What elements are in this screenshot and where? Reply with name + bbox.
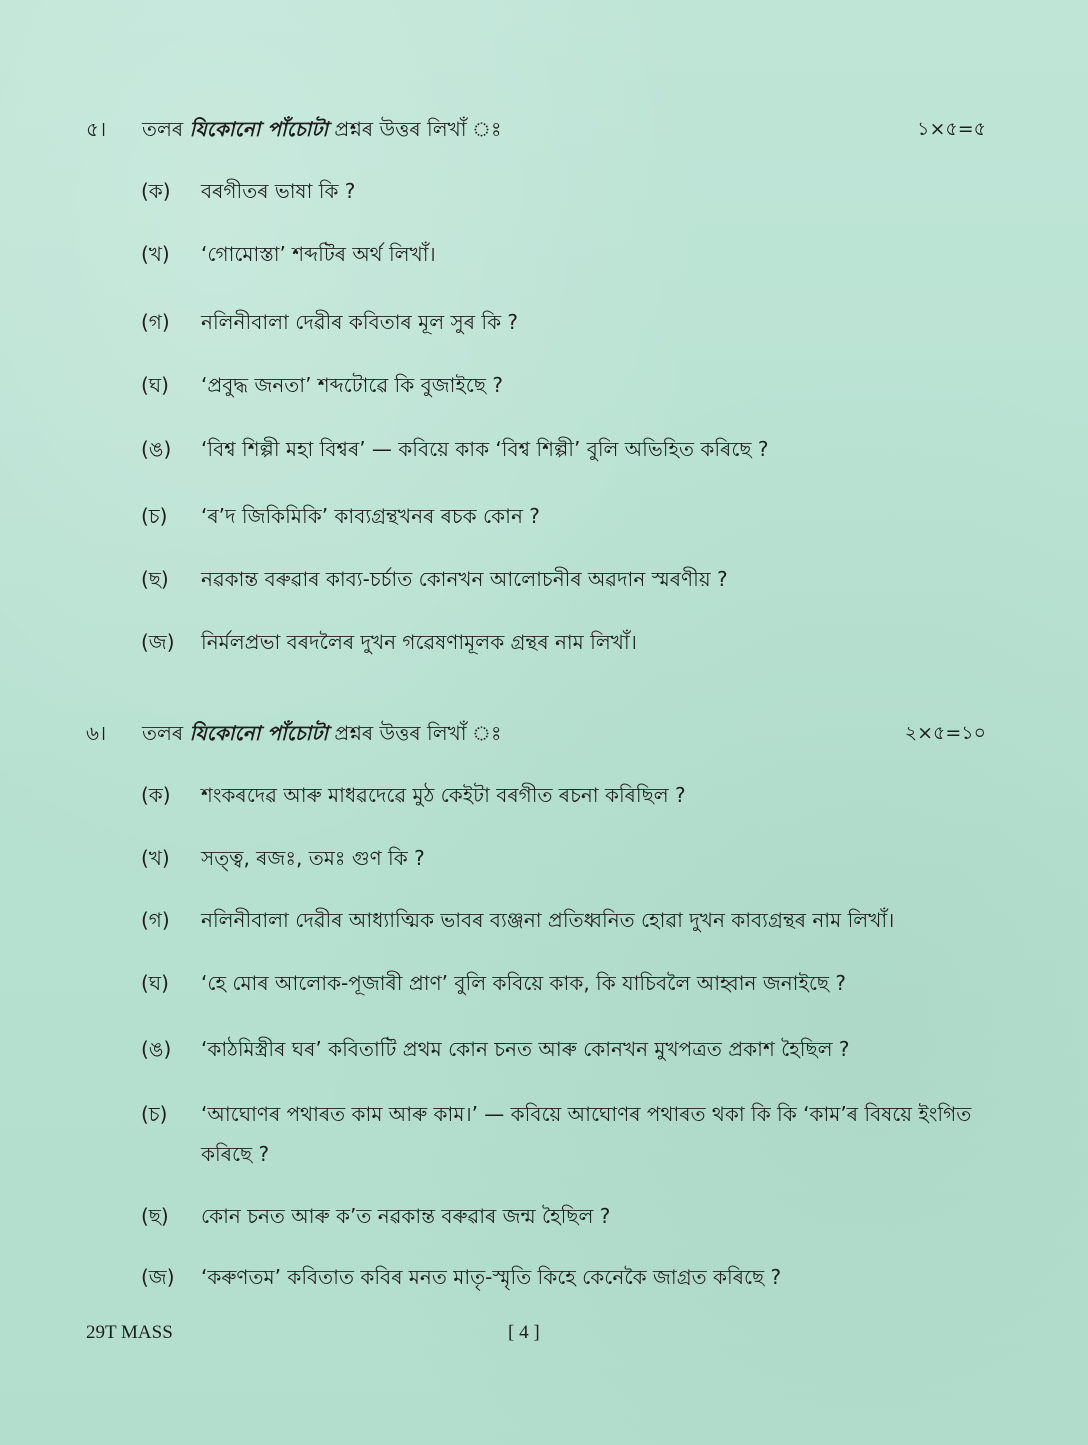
- item-text: ‘হে মোৰ আলোক-পূজাৰী প্ৰাণ’ বুলি কবিয়ে কাক, কি যাচিবলৈ আহ্বান জনাইছে ?: [201, 971, 846, 995]
- item-text: কোন চনত আৰু ক’ত নৱকান্ত বৰুৱাৰ জন্ম হৈছিল ?: [201, 1204, 611, 1228]
- item-label: (খ): [141, 846, 170, 870]
- question-number: ৬।: [86, 721, 107, 745]
- item-text: ‘ৰ’দ জিকিমিকি’ কাব্যগ্ৰন্থখনৰ ৰচক কোন ?: [201, 504, 540, 528]
- item-text: ‘প্ৰবুদ্ধ জনতা’ শব্দটোৱে কি বুজাইছে ?: [201, 373, 503, 397]
- item-text: সত্ত্ব, ৰজঃ, তমঃ গুণ কি ?: [201, 846, 425, 870]
- instruction-prefix: তলৰ: [142, 117, 184, 141]
- item-label: (ঙ): [141, 1037, 172, 1061]
- item-text: ‘বিশ্ব শিল্পী মহা বিশ্বৰ’ — কবিয়ে কাক ‘বিশ্ব শিল্পী’ বুলি অভিহিত কৰিছে ?: [201, 437, 769, 461]
- instruction-suffix: প্ৰশ্নৰ উত্তৰ লিখাঁ ঃ: [328, 721, 502, 745]
- question-5-heading: [86, 111, 986, 147]
- item-label: (গ): [141, 908, 170, 932]
- item-label: (চ): [141, 1102, 168, 1126]
- item-label: (ছ): [141, 567, 169, 591]
- instruction-suffix: প্ৰশ্নৰ উত্তৰ লিখাঁ ঃ: [328, 117, 502, 141]
- item-label: (ঘ): [141, 971, 169, 995]
- item-text: ‘কৰুণতম’ কবিতাত কবিৰ মনত মাতৃ-স্মৃতি কিহে কেনেকৈ জাগ্ৰত কৰিছে ?: [201, 1265, 782, 1289]
- item-text: নলিনীবালা দেৱীৰ আধ্যাত্মিক ভাবৰ ব্যঞ্জনা প্ৰতিধ্বনিত হোৱা দুখন কাব্যগ্ৰন্থৰ নাম লিখাঁ।: [201, 908, 895, 932]
- item-text: বৰগীতৰ ভাষা কি ?: [201, 179, 356, 203]
- question-marks: ২×৫=১০: [904, 722, 986, 744]
- item-label: (ক): [141, 179, 171, 203]
- item-label: (খ): [141, 242, 170, 266]
- item-label: (জ): [141, 630, 175, 654]
- instruction-emphasis: যিকোনো পাঁচোটা: [189, 721, 329, 745]
- instruction-emphasis: যিকোনো পাঁচোটা: [189, 117, 329, 141]
- item-text: ‘গোমোস্তা’ শব্দটিৰ অৰ্থ লিখাঁ।: [201, 242, 436, 266]
- item-label: (জ): [141, 1265, 175, 1289]
- instruction-prefix: তলৰ: [142, 721, 184, 745]
- item-label: (ছ): [141, 1204, 169, 1228]
- item-text: ‘আঘোণৰ পথাৰত কাম আৰু কাম।’ — কবিয়ে আঘোণৰ পথাৰত থকা কি কি ‘কাম’ৰ বিষয়ে ইংগিত কৰিছে ?: [201, 1102, 972, 1166]
- item-text: নিৰ্মলপ্ৰভা বৰদলৈৰ দুখন গৱেষণামূলক গ্ৰন্থৰ নাম লিখাঁ।: [201, 630, 637, 654]
- item-label: (ঙ): [141, 437, 172, 461]
- item-text: শংকৰদেৱ আৰু মাধৱদেৱে মুঠ কেইটা বৰগীত ৰচনা কৰিছিল ?: [201, 783, 686, 807]
- item-text: ‘কাঠমিস্ত্ৰীৰ ঘৰ’ কবিতাটি প্ৰথম কোন চনত আৰু কোনখন মুখপত্ৰত প্ৰকাশ হৈছিল ?: [201, 1037, 850, 1061]
- item-text: নলিনীবালা দেৱীৰ কবিতাৰ মূল সুৰ কি ?: [201, 310, 519, 334]
- item-label: (গ): [141, 310, 170, 334]
- question-instruction: [142, 715, 502, 751]
- question-6-heading: [86, 715, 986, 751]
- question-instruction: [142, 111, 502, 147]
- question-marks: ১×৫=৫: [917, 118, 986, 140]
- question-number: ৫।: [86, 117, 107, 141]
- item-label: (ঘ): [141, 373, 169, 397]
- page-number: [ 4 ]: [508, 1322, 540, 1343]
- item-text: নৱকান্ত বৰুৱাৰ কাব্য-চৰ্চাত কোনখন আলোচনীৰ অৱদান স্মৰণীয় ?: [201, 567, 728, 591]
- item-label: (ক): [141, 783, 171, 807]
- item-label: (চ): [141, 504, 168, 528]
- paper-code: 29T MASS: [86, 1322, 173, 1343]
